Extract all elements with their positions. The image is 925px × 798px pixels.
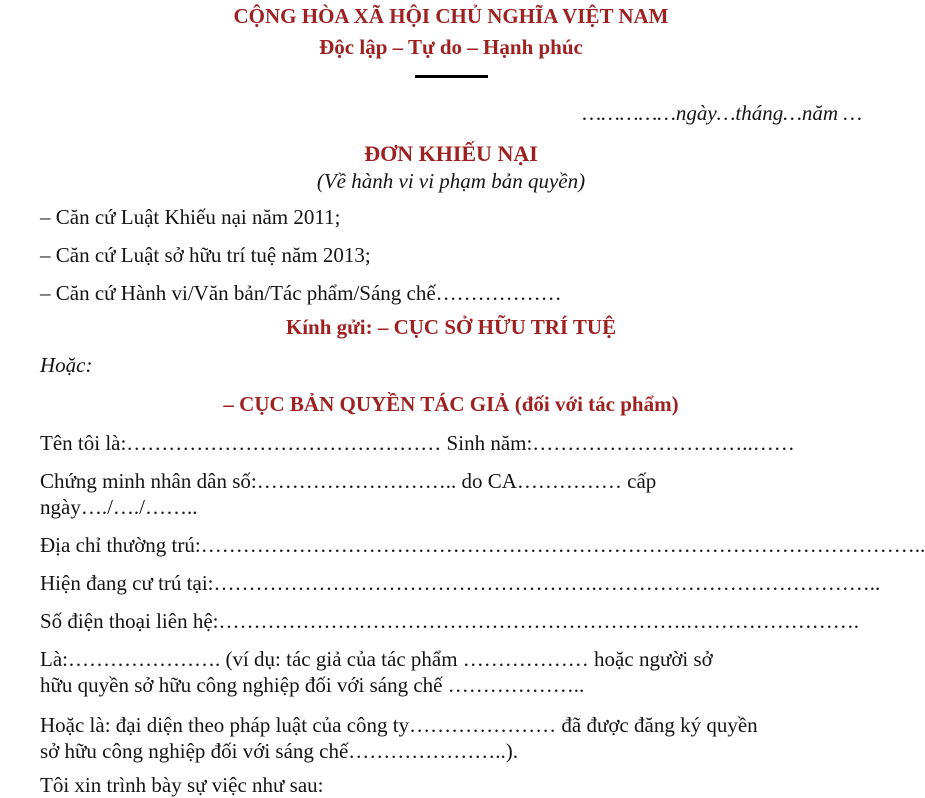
national-motto: Độc lập – Tự do – Hạnh phúc [319, 35, 583, 59]
field-phone-number [40, 608, 862, 634]
recipient-cuc-so-huu-tri-tue: Kính gửi: – CỤC SỞ HỮU TRÍ TUỆ [285, 315, 617, 339]
recipient-cuc-ban-quyen-tac-gia: – CỤC BẢN QUYỀN TÁC GIẢ (đối với tác phẩm) [223, 392, 679, 416]
field-line: Địa chỉ thường trú:………………………………………………………………………………………….. [40, 533, 925, 557]
field-line: hữu quyền sở hữu công nghiệp đối với sáng chế ……………….. [40, 673, 585, 697]
field-line: Hiện đang cư trú tại:……………………………………………….………………………………….. [40, 571, 881, 595]
field-line: ngày…./…./…….. [40, 495, 198, 519]
field-role-author-or-owner [40, 646, 862, 698]
national-title: CỘNG HÒA XÃ HỘI CHỦ NGHĨA VIỆT NAM [233, 4, 669, 28]
legal-basis-so-huu-tri-tue-2013: – Căn cứ Luật sở hữu trí tuệ năm 2013; [40, 243, 371, 267]
document-title: ĐƠN KHIẾU NẠI [364, 141, 538, 166]
field-line: sở hữu công nghiệp đối với sáng chế…………………..). [40, 739, 519, 763]
date-placeholder-line: ……………ngày…tháng…năm … [582, 101, 862, 125]
field-current-address [40, 570, 881, 596]
legal-basis-hanh-vi: – Căn cứ Hành vi/Văn bản/Tác phẩm/Sáng chế……………… [40, 281, 562, 305]
field-line: Tôi xin trình bày sự việc như sau: [40, 773, 324, 797]
field-line: Tên tôi là:……………………………………… Sinh năm:…………………………..…… [40, 431, 795, 455]
field-name-and-birthyear [40, 430, 862, 456]
field-permanent-address [40, 532, 925, 558]
field-line: Chứng minh nhân dân số:……………………….. do CA…………… cấp [40, 469, 657, 493]
field-id-number [40, 468, 862, 520]
field-company-representative [40, 712, 862, 764]
field-line: Số điện thoại liên hệ:………………………………………………………….……………………. [40, 609, 859, 633]
field-line: Là:…………………. (ví dụ: tác giả của tác phẩm ……………… hoặc người sở [40, 647, 713, 671]
field-line: Hoặc là: đại diện theo pháp luật của công ty………………… đã được đăng ký quyền [40, 713, 758, 737]
document-subtitle: (Về hành vi vi phạm bản quyền) [316, 169, 586, 193]
recipient-or-label: Hoặc: [40, 353, 93, 377]
header-divider-rule [415, 75, 488, 78]
statement-intro-clipped [40, 772, 862, 798]
legal-basis-khieu-nai-2011: – Căn cứ Luật Khiếu nại năm 2011; [40, 205, 341, 229]
